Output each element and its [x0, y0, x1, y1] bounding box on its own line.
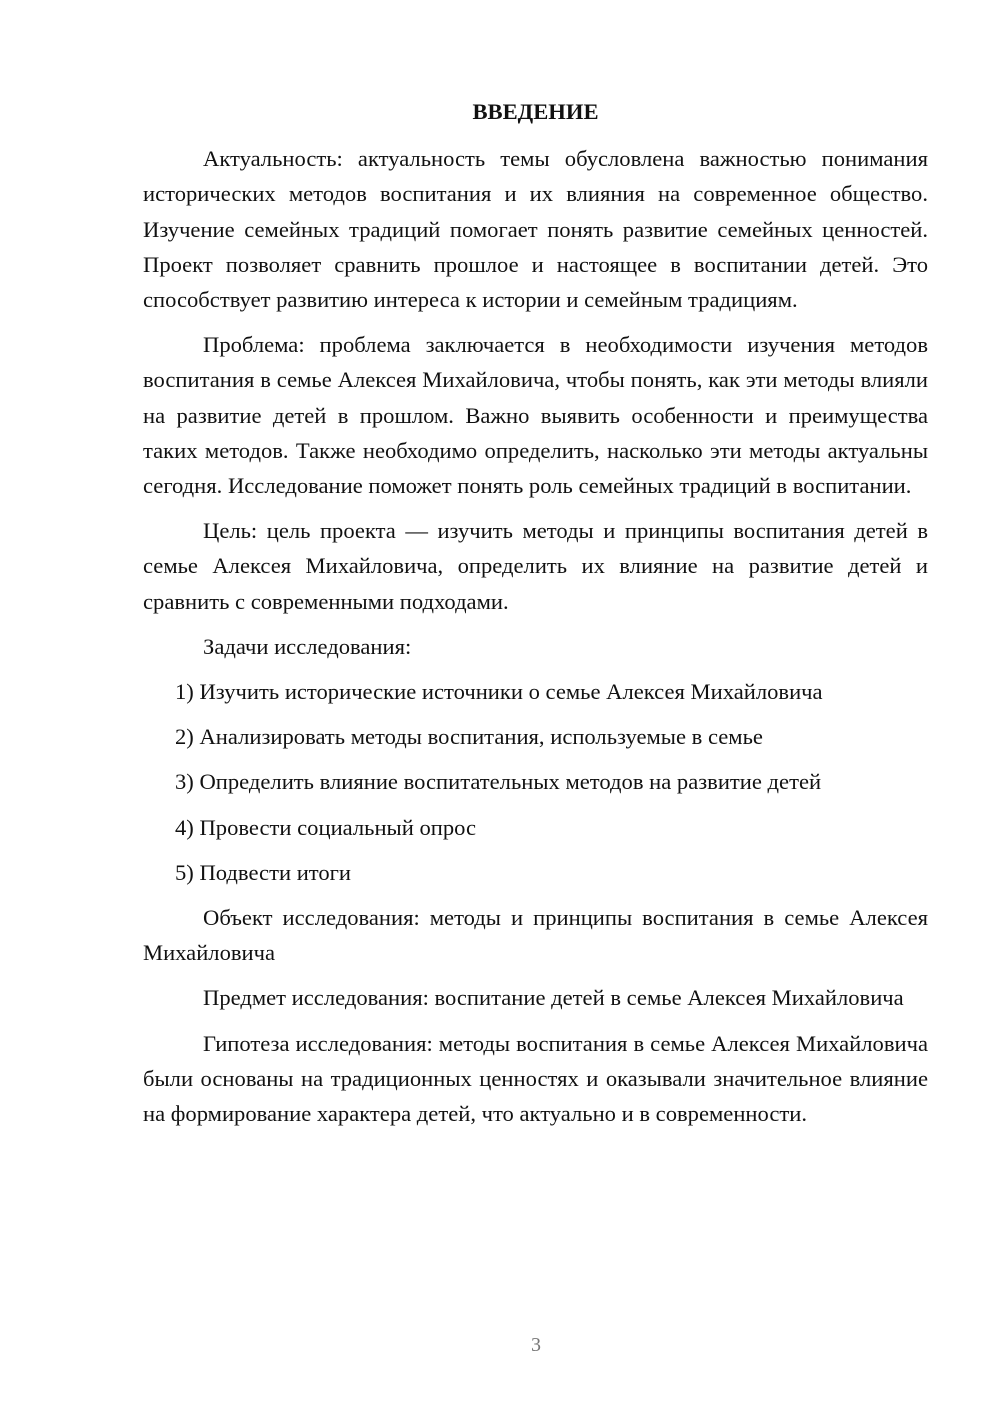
page-content	[143, 94, 928, 1141]
relevance-paragraph: Актуальность: актуальность темы обусловлена важностью понимания исторических методов воспитания и их влияния на современное общество. Изучение семейных традиций помогает понять развитие семейных ценностей. Проект позволяет сравнить прошлое и настоящее в воспитании детей. Это способствует развитию интереса к истории и семейным традициям.	[143, 146, 928, 313]
problem-paragraph: Проблема: проблема заключается в необходимости изучения методов воспитания в семье Алексея Михайловича, чтобы понять, как эти методы влияли на развитие детей в прошлом. Важно выявить особенности и преимущества таких методов. Также необходимо определить, насколько эти методы актуальны сегодня. Исследование поможет понять роль семейных традиций в воспитании.	[143, 332, 928, 499]
list-item: 2) Анализировать методы воспитания, используемые в семье	[175, 724, 763, 750]
list-item: 4) Провести социальный опрос	[175, 814, 477, 840]
page-number: 3	[531, 1334, 541, 1356]
goal-paragraph: Цель: цель проекта — изучить методы и принципы воспитания детей в семье Алексея Михайловича, определить их влияние на развитие детей и сравнить с современными подходами.	[143, 518, 928, 614]
tasks-list	[143, 674, 928, 890]
list-item: 3) Определить влияние воспитательных методов на развитие детей	[175, 769, 822, 795]
list-item: 1) Изучить исторические источники о семье Алексея Михайловича	[175, 679, 823, 705]
section-title: ВВЕДЕНИЕ	[472, 99, 599, 124]
object-paragraph: Объект исследования: методы и принципы воспитания в семье Алексея Михайловича	[143, 905, 928, 966]
subject-paragraph: Предмет исследования: воспитание детей в семье Алексея Михайловича	[203, 985, 904, 1011]
list-item: 5) Подвести итоги	[175, 859, 352, 885]
hypothesis-paragraph: Гипотеза исследования: методы воспитания в семье Алексея Михайловича были основаны на традиционных ценностях и оказывали значительное влияние на формирование характера детей, что актуально и в современности.	[143, 1030, 928, 1127]
tasks-heading: Задачи исследования:	[203, 633, 412, 659]
